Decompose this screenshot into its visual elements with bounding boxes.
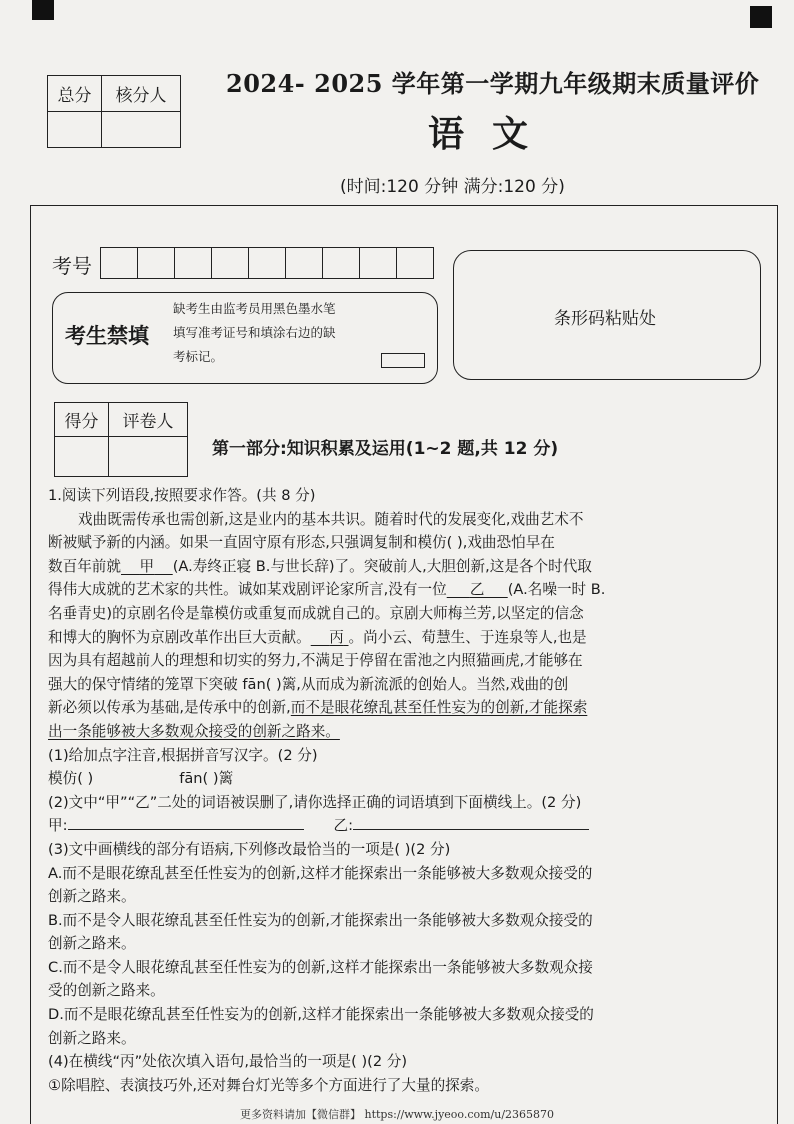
passage-line	[48, 578, 760, 602]
notice-box	[52, 292, 438, 384]
exam-number-digit[interactable]	[360, 248, 397, 278]
exam-number-digit[interactable]	[286, 248, 323, 278]
sub-question-2-answers	[48, 814, 760, 838]
exam-number-digit[interactable]	[212, 248, 249, 278]
exam-number-digit[interactable]	[397, 248, 433, 278]
total-score-label: 总分	[48, 76, 102, 112]
exam-number-label: 考号	[52, 254, 92, 278]
subject-title: 语文	[428, 113, 557, 155]
sub-question-1-answers	[48, 767, 760, 791]
absent-mark-box[interactable]	[381, 353, 425, 368]
exam-info: (时间:120 分钟 满分:120 分)	[340, 177, 565, 197]
sub-question-4-item: ①除唱腔、表演技巧外,还对舞台灯光等多个方面进行了大量的探索。	[48, 1076, 489, 1094]
question-prompt: 1.阅读下列语段,按照要求作答。(共 8 分)	[48, 487, 316, 504]
option-c-line[interactable]: C.而不是令人眼花缭乱甚至任性妄为的创新,这样才能探索出一条能够被大多数观众接	[48, 958, 593, 976]
exam-number-boxes[interactable]	[100, 247, 434, 279]
option-b-line[interactable]: B.而不是令人眼花缭乱甚至任性妄为的创新,才能探索出一条能够被大多数观众接受的	[48, 911, 593, 929]
barcode-label: 条形码粘贴处	[554, 309, 656, 329]
notice-title: 考生禁填	[65, 324, 149, 348]
passage-text: (A.名噪一时 B.	[507, 581, 606, 599]
checker-label: 核分人	[102, 76, 181, 112]
passage-line: 戏曲既需传承也需创新,这是业内的基本共识。随着时代的发展变化,戏曲艺术不	[78, 510, 584, 528]
passage-text: (A.寿终正寝 B.与世长辞)了。突破前人,大胆创新,这是各个时代取	[172, 557, 592, 575]
option-d-line[interactable]: 创新之路来。	[48, 1029, 136, 1047]
exam-number-digit[interactable]	[101, 248, 138, 278]
grader-cell[interactable]	[109, 437, 188, 477]
underlined-sentence: 而不是眼花缭乱甚至任性妄为的创新,才能探索	[290, 699, 588, 717]
score-label: 得分	[55, 403, 109, 437]
grader-table	[54, 402, 188, 477]
passage-text: 和博大的胸怀为京剧改革作出巨大贡献。	[48, 628, 311, 646]
sub-question-2: (2)文中“甲”“乙”二处的词语被误删了,请你选择正确的词语填到下面横线上。(2 分)	[48, 793, 582, 811]
exam-title: 2024- 2025 学年第一学期九年级期末质量评价	[226, 69, 760, 98]
blank-yi-label: 乙	[469, 581, 485, 599]
option-a-line[interactable]: 创新之路来。	[48, 888, 136, 906]
option-a-line[interactable]: A.而不是眼花缭乱甚至任性妄为的创新,这样才能探索出一条能够被大多数观众接受的	[48, 864, 593, 882]
checker-cell[interactable]	[102, 112, 181, 148]
notice-line: 填写准考证号和填涂右边的缺	[173, 325, 336, 340]
sub-question-1: (1)给加点字注音,根据拼音写汉字。(2 分)	[48, 746, 318, 764]
barcode-box	[453, 250, 761, 380]
total-score-table	[47, 75, 181, 148]
option-c-line[interactable]: 受的创新之路来。	[48, 982, 165, 1000]
blank-yi	[447, 581, 508, 598]
exam-number-digit[interactable]	[323, 248, 360, 278]
answer-jia-label: 甲:	[48, 817, 68, 835]
corner-mark-right	[750, 6, 772, 28]
passage-line: 因为具有超越前人的理想和切实的努力,不满足于停留在雷池之内照猫画虎,才能够在	[48, 652, 583, 670]
exam-number-digit[interactable]	[175, 248, 212, 278]
sub-question-3: (3)文中画横线的部分有语病,下列修改最恰当的一项是( )(2 分)	[48, 840, 451, 858]
passage-line: 断被赋予新的内涵。如果一直固守原有形态,只强调复制和模仿( ),戏曲恐怕早在	[48, 534, 555, 552]
exam-number-digit[interactable]	[138, 248, 175, 278]
answer-jia-line[interactable]	[68, 814, 304, 830]
notice-line: 缺考生由监考员用黑色墨水笔	[173, 301, 336, 316]
section-title: 第一部分:知识积累及运用(1~2 题,共 12 分)	[212, 439, 559, 459]
sub-question-4: (4)在横线“丙”处依次填入语句,最恰当的一项是( )(2 分)	[48, 1053, 408, 1071]
blank-jia	[121, 558, 173, 575]
passage-line	[48, 626, 760, 650]
score-cell[interactable]	[55, 437, 109, 477]
answer-fanli[interactable]: fān( )篱	[179, 770, 234, 788]
grader-label: 评卷人	[109, 403, 188, 437]
watermark-text: 更多资料请加【微信群】 https://www.jyeoo.com/u/2365870	[240, 1108, 555, 1121]
underlined-sentence-end: 出一条能够被大多数观众接受的创新之路来。	[48, 722, 340, 740]
exam-number-digit[interactable]	[249, 248, 286, 278]
blank-jia-label: 甲	[139, 557, 155, 575]
option-d-line[interactable]: D.而不是眼花缭乱甚至任性妄为的创新,这样才能探索出一条能够被大多数观众接受的	[48, 1006, 594, 1024]
notice-line: 考标记。	[173, 349, 224, 364]
passage-text: 。尚小云、荀慧生、于连泉等人,也是	[348, 628, 587, 646]
passage-line	[48, 555, 760, 579]
passage-line: 名垂青史)的京剧名伶是靠模仿或重复而成就自己的。京剧大师梅兰芳,以坚定的信念	[48, 604, 584, 622]
total-score-cell[interactable]	[48, 112, 102, 148]
answer-yi-label: 乙:	[333, 817, 354, 835]
passage-text: 得伟大成就的艺术家的共性。诚如某戏剧评论家所言,没有一位	[48, 581, 447, 599]
passage-text: 数百年前就	[48, 557, 121, 575]
option-b-line[interactable]: 创新之路来。	[48, 935, 136, 953]
answer-yi-line[interactable]	[353, 814, 589, 830]
blank-bing-label: 丙	[329, 628, 344, 646]
notice-text	[173, 297, 336, 369]
answer-mofang[interactable]: 模仿( )	[48, 770, 94, 788]
passage-line	[48, 696, 760, 720]
passage-line: 强大的保守情绪的笼罩下突破 fān( )篱,从而成为新流派的创始人。当然,戏曲的创	[48, 675, 569, 693]
corner-mark-left	[32, 0, 54, 20]
blank-bing	[311, 629, 349, 646]
passage-text: 新必须以传承为基础,是传承中的创新,	[48, 699, 291, 717]
question-1	[48, 484, 760, 1097]
